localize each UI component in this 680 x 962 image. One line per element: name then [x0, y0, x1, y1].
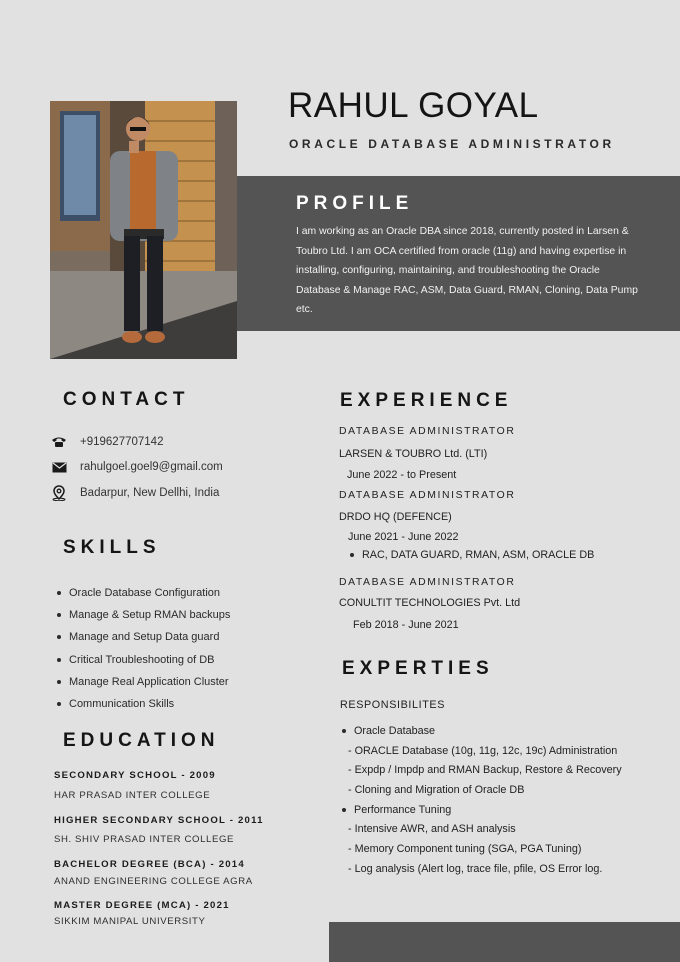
expertise-subitem: - Memory Component tuning (SGA, PGA Tuning)	[348, 842, 582, 855]
job-company: DRDO HQ (DEFENCE)	[339, 511, 452, 523]
expertise-subitem: - Intensive AWR, and ASH analysis	[348, 823, 516, 836]
job-company: CONULTIT TECHNOLOGIES Pvt. Ltd	[339, 597, 521, 609]
expertise-subitem: - Expdp / Impdp and RMAN Backup, Restore & Recovery	[348, 764, 622, 777]
education-degree: SECONDARY SCHOOL - 2009	[54, 770, 216, 781]
address-text: Badarpur, New Dellhi, India	[80, 487, 220, 499]
skill-item: Manage Real Application Cluster	[57, 671, 230, 693]
education-institution: ANAND ENGINEERING COLLEGE AGRA	[54, 876, 253, 887]
responsibilities-subheading: RESPONSIBILITES	[340, 699, 446, 711]
envelope-icon	[50, 459, 68, 475]
email-address: rahulgoel.goel9@gmail.com	[80, 461, 223, 473]
expertise-item: Performance Tuning	[342, 800, 622, 820]
profile-photo	[50, 101, 237, 359]
expertise-subitem: - Cloning and Migration of Oracle DB	[348, 783, 525, 796]
contact-heading: CONTACT	[63, 389, 190, 410]
job-role: DATABASE ADMINISTRATOR	[339, 577, 516, 588]
location-pin-icon	[50, 485, 68, 501]
contact-email[interactable]	[50, 459, 223, 475]
skill-item: Communication Skills	[57, 693, 230, 715]
education-degree: HIGHER SECONDARY SCHOOL - 2011	[54, 815, 264, 826]
expertise-subitem: - Log analysis (Alert log, trace file, pfile, OS Error log.	[348, 862, 603, 875]
education-institution: SH. SHIV PRASAD INTER COLLEGE	[54, 834, 235, 845]
job-role: DATABASE ADMINISTRATOR	[339, 490, 516, 501]
job-dates: Feb 2018 - June 2021	[353, 619, 459, 631]
skill-item: Manage & Setup RMAN backups	[57, 604, 230, 626]
job-company: LARSEN & TOUBRO Ltd. (LTI)	[339, 448, 488, 460]
education-heading: EDUCATION	[63, 730, 220, 751]
education-degree: BACHELOR DEGREE (BCA) - 2014	[54, 859, 245, 870]
contact-address	[50, 485, 219, 501]
skills-heading: SKILLS	[63, 537, 161, 558]
job-bullet: RAC, DATA GUARD, RMAN, ASM, ORACLE DB	[350, 549, 594, 561]
job-title: ORACLE DATABASE ADMINISTRATOR	[289, 137, 615, 151]
profile-photo-illustration	[50, 101, 237, 359]
footer-panel	[329, 922, 680, 962]
expertise-subitem: - ORACLE Database (10g, 11g, 12c, 19c) Administration	[348, 744, 618, 757]
skills-list	[57, 582, 230, 715]
skill-item: Oracle Database Configuration	[57, 582, 230, 604]
profile-heading: PROFILE	[296, 193, 414, 214]
candidate-name: RAHUL GOYAL	[288, 86, 539, 125]
job-dates: June 2021 - June 2022	[348, 531, 459, 543]
job-role: DATABASE ADMINISTRATOR	[339, 426, 516, 437]
contact-phone[interactable]	[50, 434, 163, 450]
expertise-list	[342, 721, 622, 879]
expertise-item: Oracle Database	[342, 721, 622, 741]
education-institution: SIKKIM MANIPAL UNIVERSITY	[54, 916, 206, 927]
profile-text: I am working as an Oracle DBA since 2018, currently posted in Larsen & Toubro Ltd. I am OCA certified from oracle (11g) and having expertise in installing, configuring, maintaining, and troubleshooting the Oracle Database & Manage RAC, ASM, Data Guard, RMAN, Cloning, Data Pump etc.	[296, 226, 638, 316]
job-dates: June 2022 - to Present	[347, 469, 457, 481]
education-degree: MASTER DEGREE (MCA) - 2021	[54, 900, 230, 911]
phone-number: +919627707142	[80, 436, 164, 448]
phone-icon	[50, 434, 68, 450]
skill-item: Manage and Setup Data guard	[57, 626, 230, 648]
expertise-heading: EXPERTIES	[342, 658, 494, 679]
skill-item: Critical Troubleshooting of DB	[57, 649, 230, 671]
education-institution: HAR PRASAD INTER COLLEGE	[54, 790, 211, 801]
experience-heading: EXPERIENCE	[340, 390, 513, 411]
